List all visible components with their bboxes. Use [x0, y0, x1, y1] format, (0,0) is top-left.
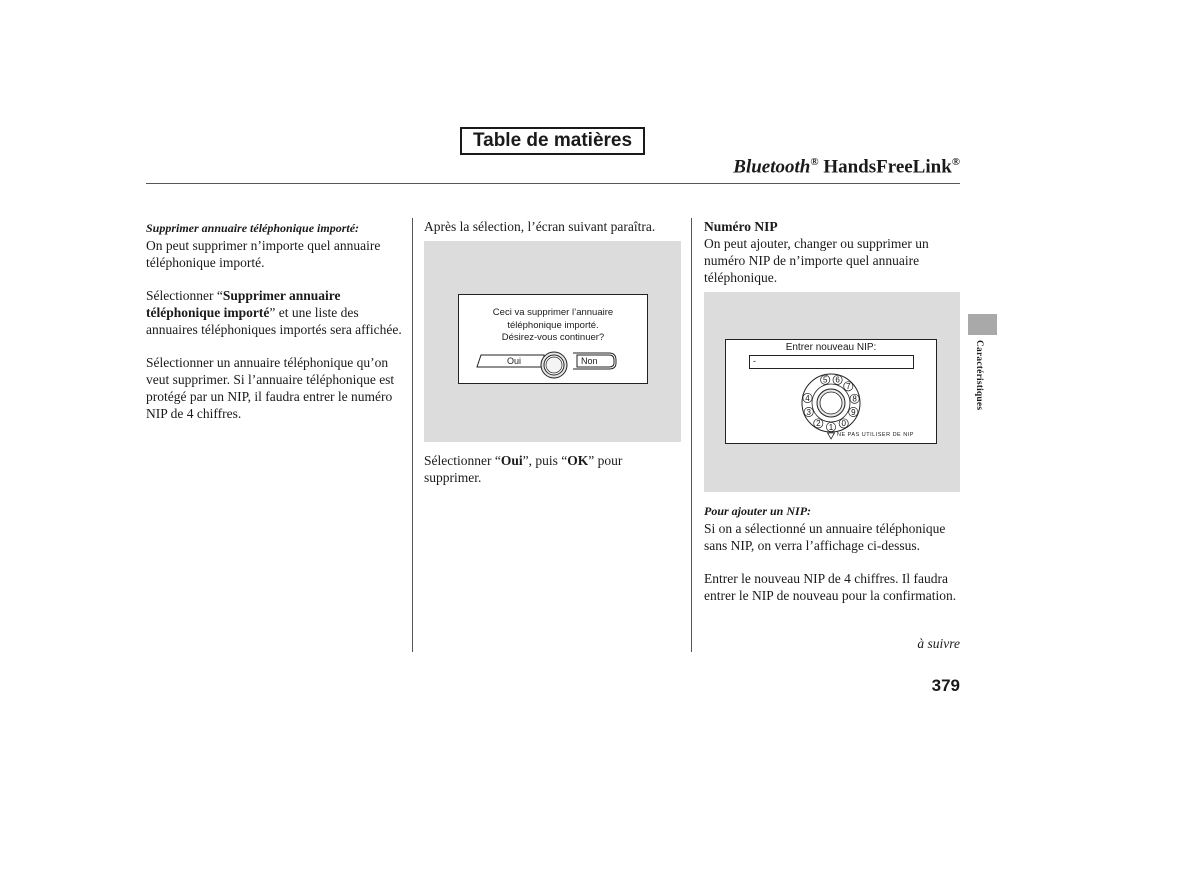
screen-illustration-delete	[424, 241, 681, 442]
section-side-label: Caractéristiques	[974, 340, 984, 411]
dial-digit-label: 9	[851, 407, 856, 417]
paragraph: Entrer le nouveau NIP de 4 chiffres. Il faudra entrer le NIP de nouveau pour la confirmation.	[704, 571, 957, 603]
column-right-lower	[704, 503, 960, 620]
paragraph: Sélectionner un annuaire téléphonique qu’on veut supprimer. Si l’annuaire téléphonique est protégé par un NIP, il faudra entrer le numéro NIP de 4 chiffres.	[146, 355, 395, 421]
section-subhead-add-pin: Pour ajouter un NIP:	[704, 504, 812, 518]
dialog-line: téléphonique importé.	[507, 319, 599, 331]
no-pin-option[interactable]: NE PAS UTILISER DE NIP	[837, 432, 914, 438]
dial-digit-label: 1	[828, 422, 834, 432]
lcd-screen	[725, 339, 937, 444]
paragraph: Si on a sélectionné un annuaire téléphonique sans NIP, on verra l’affichage ci-dessus.	[704, 521, 946, 553]
paragraph: On peut supprimer n’importe quel annuaire téléphonique importé.	[146, 238, 381, 270]
screen-illustration-pin	[704, 292, 960, 492]
dial-digit-label: 7	[846, 382, 851, 392]
section-heading-pin: Numéro NIP	[704, 219, 778, 234]
header-product: HandsFreeLink	[823, 156, 952, 178]
pin-dial[interactable]	[793, 372, 869, 434]
header-reg-mark: ®	[810, 156, 819, 168]
dial-digit-label: 0	[841, 419, 846, 429]
continued-note: à suivre	[917, 636, 960, 651]
no-option[interactable]: Non	[581, 356, 598, 366]
header-reg-mark-2: ®	[951, 156, 960, 168]
paragraph: Sélectionner “Supprimer annuaire téléphonique importé” et une liste des annuaires téléphoniques importés sera affichée.	[146, 288, 402, 337]
paragraph: Sélectionner “Oui”, puis “OK” pour supprimer.	[424, 453, 623, 485]
dial-digit-label: 3	[806, 407, 811, 417]
pin-input-field[interactable]: -	[749, 355, 914, 369]
column-right	[704, 218, 960, 302]
column-divider	[691, 218, 692, 652]
dial-knob-center	[820, 392, 842, 414]
header-rule	[146, 183, 960, 184]
yes-option[interactable]: Oui	[507, 356, 522, 366]
pin-screen-title: Entrer nouveau NIP:	[785, 342, 877, 353]
table-of-contents-button[interactable]: Table de matières	[460, 127, 645, 155]
dial-digit-label: 5	[822, 375, 828, 385]
dial-digit-label: 8	[852, 394, 857, 404]
column-middle-lower	[424, 452, 682, 502]
paragraph: Après la sélection, l’écran suivant paraîtra.	[424, 219, 656, 234]
dial-digit-label: 6	[835, 375, 840, 385]
page-number: 379	[931, 676, 960, 695]
column-divider	[412, 218, 413, 652]
down-arrow-icon	[827, 432, 835, 440]
header-brand: Bluetooth	[733, 156, 811, 178]
dialog-line: Désirez-vous continuer?	[501, 332, 605, 343]
dialog-buttons-graphic	[459, 351, 647, 381]
paragraph: On peut ajouter, changer ou supprimer un numéro NIP de n’importe quel annuaire téléphonique.	[704, 236, 929, 285]
dial-digit-label: 2	[816, 419, 821, 429]
column-left	[146, 220, 402, 438]
section-subhead-delete: Supprimer annuaire téléphonique importé:	[146, 221, 360, 235]
page-header	[733, 156, 960, 178]
dial-digit-label: 4	[805, 393, 810, 403]
dialog-line: Ceci va supprimer l’annuaire	[492, 307, 614, 318]
section-tab-marker	[968, 314, 997, 335]
lcd-screen	[458, 294, 648, 384]
